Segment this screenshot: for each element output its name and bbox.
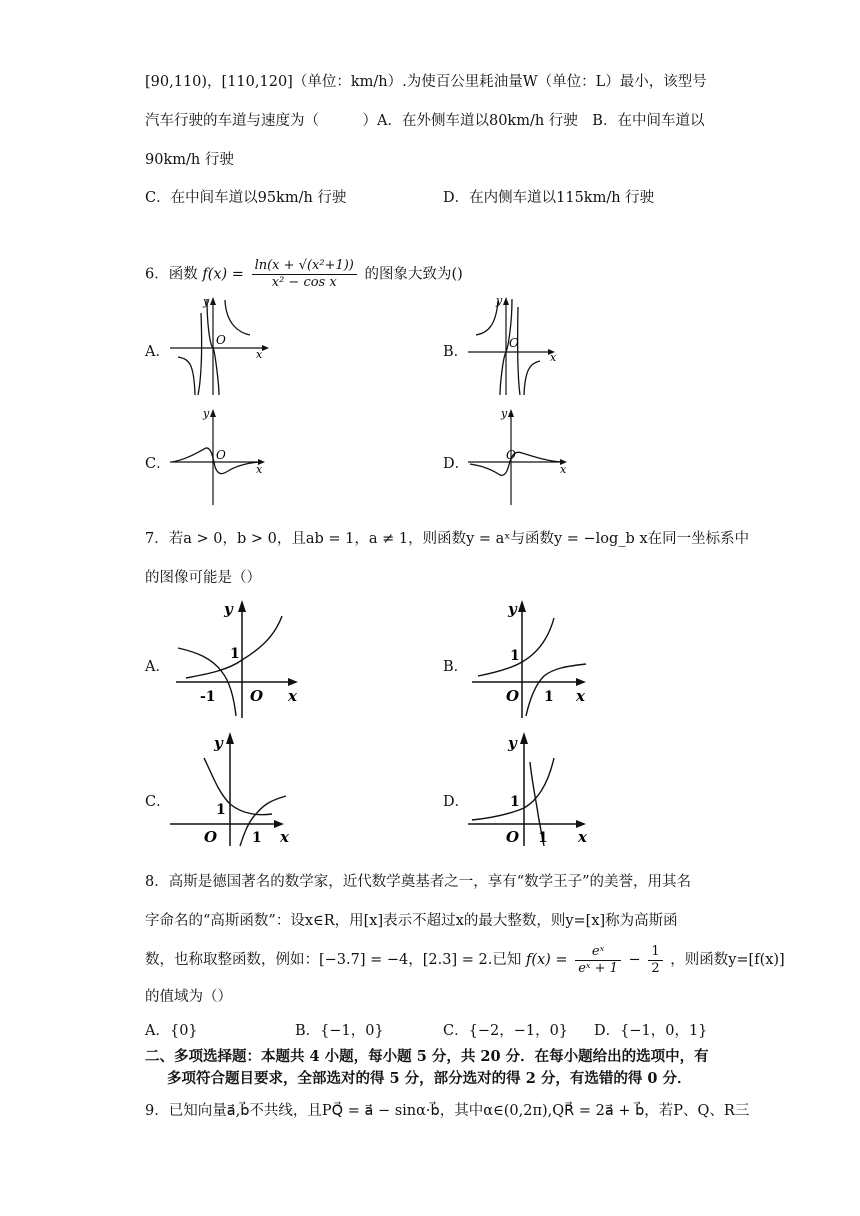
q5-line1: [90,110)，[110,120]（单位：km/h）.为使百公里耗油量W（单位：L）最小，该型号 bbox=[145, 74, 707, 90]
q8-frac1-denominator: eˣ + 1 bbox=[578, 960, 618, 976]
q6-function-lhs: f(x) = bbox=[202, 266, 244, 283]
q6d-origin: O bbox=[506, 448, 516, 462]
q8-option-c: C．{−2，−1，0} bbox=[443, 1023, 569, 1039]
q5-option-d: D．在内侧车道以115km/h 行驶 bbox=[443, 190, 655, 206]
q6-label-a: A． bbox=[145, 344, 170, 360]
q6c-y-label: y bbox=[203, 407, 210, 420]
q6b-x-label: x bbox=[550, 351, 557, 364]
q8-line3-text: 数，也称取整函数，例如：[−3.7] = −4，[2.3] = 2.已知 bbox=[145, 952, 522, 968]
q6a-origin: O bbox=[216, 333, 226, 347]
q7-line2: 的图像可能是（） bbox=[145, 570, 261, 586]
q6c-x-label: x bbox=[256, 463, 263, 476]
q7-label-b: B． bbox=[443, 659, 469, 675]
q7-graph-d bbox=[466, 728, 606, 848]
q7a-y-label: y bbox=[224, 600, 233, 618]
q7-graph-a bbox=[172, 598, 312, 718]
q7a-origin: O bbox=[250, 687, 264, 705]
q7b-tick-1: 1 bbox=[510, 648, 520, 664]
q6-fraction-numerator: ln(x + √(x²+1)) bbox=[252, 258, 357, 275]
q6-graph-a bbox=[170, 295, 280, 400]
q7-label-a: A． bbox=[145, 659, 170, 675]
q7d-origin: O bbox=[506, 828, 520, 846]
q7c-y-label: y bbox=[214, 734, 223, 752]
q7-label-c: C． bbox=[145, 794, 171, 810]
q6-graph-b bbox=[468, 295, 578, 400]
q8-frac2-denominator: 2 bbox=[651, 960, 660, 976]
q6c-origin: O bbox=[216, 448, 226, 462]
q7b-tick-x1: 1 bbox=[544, 689, 554, 705]
section-2-heading-line1: 二、多项选择题：本题共 4 小题，每小题 5 分，共 20 分．在每小题给出的选项中，有 bbox=[145, 1048, 709, 1065]
q8-line2: 字命名的“高斯函数”：设x∈R，用[x]表示不超过x的最大整数，则y=[x]称为高斯函 bbox=[145, 913, 678, 929]
q6-fraction-denominator: x² − cos x bbox=[271, 275, 337, 290]
q6-graph-c bbox=[170, 405, 280, 510]
q6d-x-label: x bbox=[560, 463, 567, 476]
q7a-tick-1: 1 bbox=[230, 646, 240, 662]
q8-option-b: B．{−1，0} bbox=[295, 1023, 384, 1039]
q6a-x-label: x bbox=[256, 348, 263, 361]
q8-line1: 8．高斯是德国著名的数学家，近代数学奠基者之一，享有“数学王子”的美誉，用其名 bbox=[145, 874, 692, 890]
q8-fraction-1 bbox=[575, 944, 621, 977]
q7-label-d: D． bbox=[443, 794, 470, 810]
q7d-tick-1: 1 bbox=[510, 794, 520, 810]
q8-line3-tail: ，则函数y=[f(x)] bbox=[670, 952, 785, 968]
q6-suffix: 的图象大致为() bbox=[364, 266, 463, 283]
q6-label-b: B． bbox=[443, 344, 469, 360]
q7b-y-label: y bbox=[508, 600, 517, 618]
q6d-y-label: y bbox=[501, 407, 508, 420]
section-2-heading-line2: 多项符合题目要求，全部选对的得 5 分，部分选对的得 2 分，有选错的得 0 分． bbox=[167, 1070, 692, 1087]
q7a-tick-neg1: -1 bbox=[200, 689, 216, 705]
q8-frac1-numerator: eˣ bbox=[575, 944, 621, 961]
q8-line3: 数，也称取整函数，例如：[−3.7] = −4，[2.3] = 2.已知 f(x) = $\frac{\text{eˣ}}{\text{eˣ + 1}}$ − $\frac{1}{2}$ ，则函数y=[f(x)] bbox=[145, 943, 785, 976]
q7b-origin: O bbox=[506, 687, 520, 705]
q5-line3: 90km/h 行驶 bbox=[145, 152, 234, 168]
q7c-x-label: x bbox=[280, 828, 289, 846]
q7-line1: 7．若a > 0，b > 0，且ab = 1，a ≠ 1，则函数y = aˣ与函数y = −log_b x在同一坐标系中 bbox=[145, 531, 750, 547]
q5-line2: 汽车行驶的车道与速度为（ ）A．在外侧车道以80km/h 行驶 B．在中间车道以 bbox=[145, 113, 705, 129]
q8-option-d: D．{−1，0，1} bbox=[594, 1023, 708, 1039]
q6-prefix: 6．函数 bbox=[145, 266, 198, 283]
q7c-tick-x1: 1 bbox=[252, 830, 262, 846]
q7b-x-label: x bbox=[576, 687, 585, 705]
q5-option-c: C．在中间车道以95km/h 行驶 bbox=[145, 190, 347, 206]
q8-function-lhs: f(x) = bbox=[525, 952, 568, 968]
q7d-y-label: y bbox=[508, 734, 517, 752]
q7-graph-b bbox=[468, 598, 608, 718]
q6-stem bbox=[145, 258, 463, 291]
q6-graph-d bbox=[468, 405, 578, 510]
q6-fraction bbox=[252, 258, 357, 291]
q7c-origin: O bbox=[204, 828, 218, 846]
q6a-y-label: y bbox=[203, 295, 210, 308]
q8-option-a: A．{0} bbox=[145, 1023, 198, 1039]
q6-label-c: C． bbox=[145, 456, 171, 472]
q6b-origin: O bbox=[509, 336, 519, 350]
q7d-x-label: x bbox=[578, 828, 587, 846]
q9-line1: 9．已知向量a⃗,b⃗不共线，且PQ⃗ = a⃗ − sinα·b⃗，其中α∈(0,2π),QR⃗ = 2a⃗ + b⃗，若P、Q、R三 bbox=[145, 1103, 750, 1119]
q8-line4: 的值域为（） bbox=[145, 989, 232, 1005]
q7d-tick-x1: 1 bbox=[538, 830, 548, 846]
q8-frac2-numerator: 1 bbox=[648, 944, 662, 961]
q7c-tick-1: 1 bbox=[216, 802, 226, 818]
q7-graph-c bbox=[168, 728, 308, 848]
q6-label-d: D． bbox=[443, 456, 470, 472]
q6b-y-label: y bbox=[496, 294, 503, 307]
q7a-x-label: x bbox=[288, 687, 297, 705]
q8-fraction-2 bbox=[648, 944, 662, 977]
